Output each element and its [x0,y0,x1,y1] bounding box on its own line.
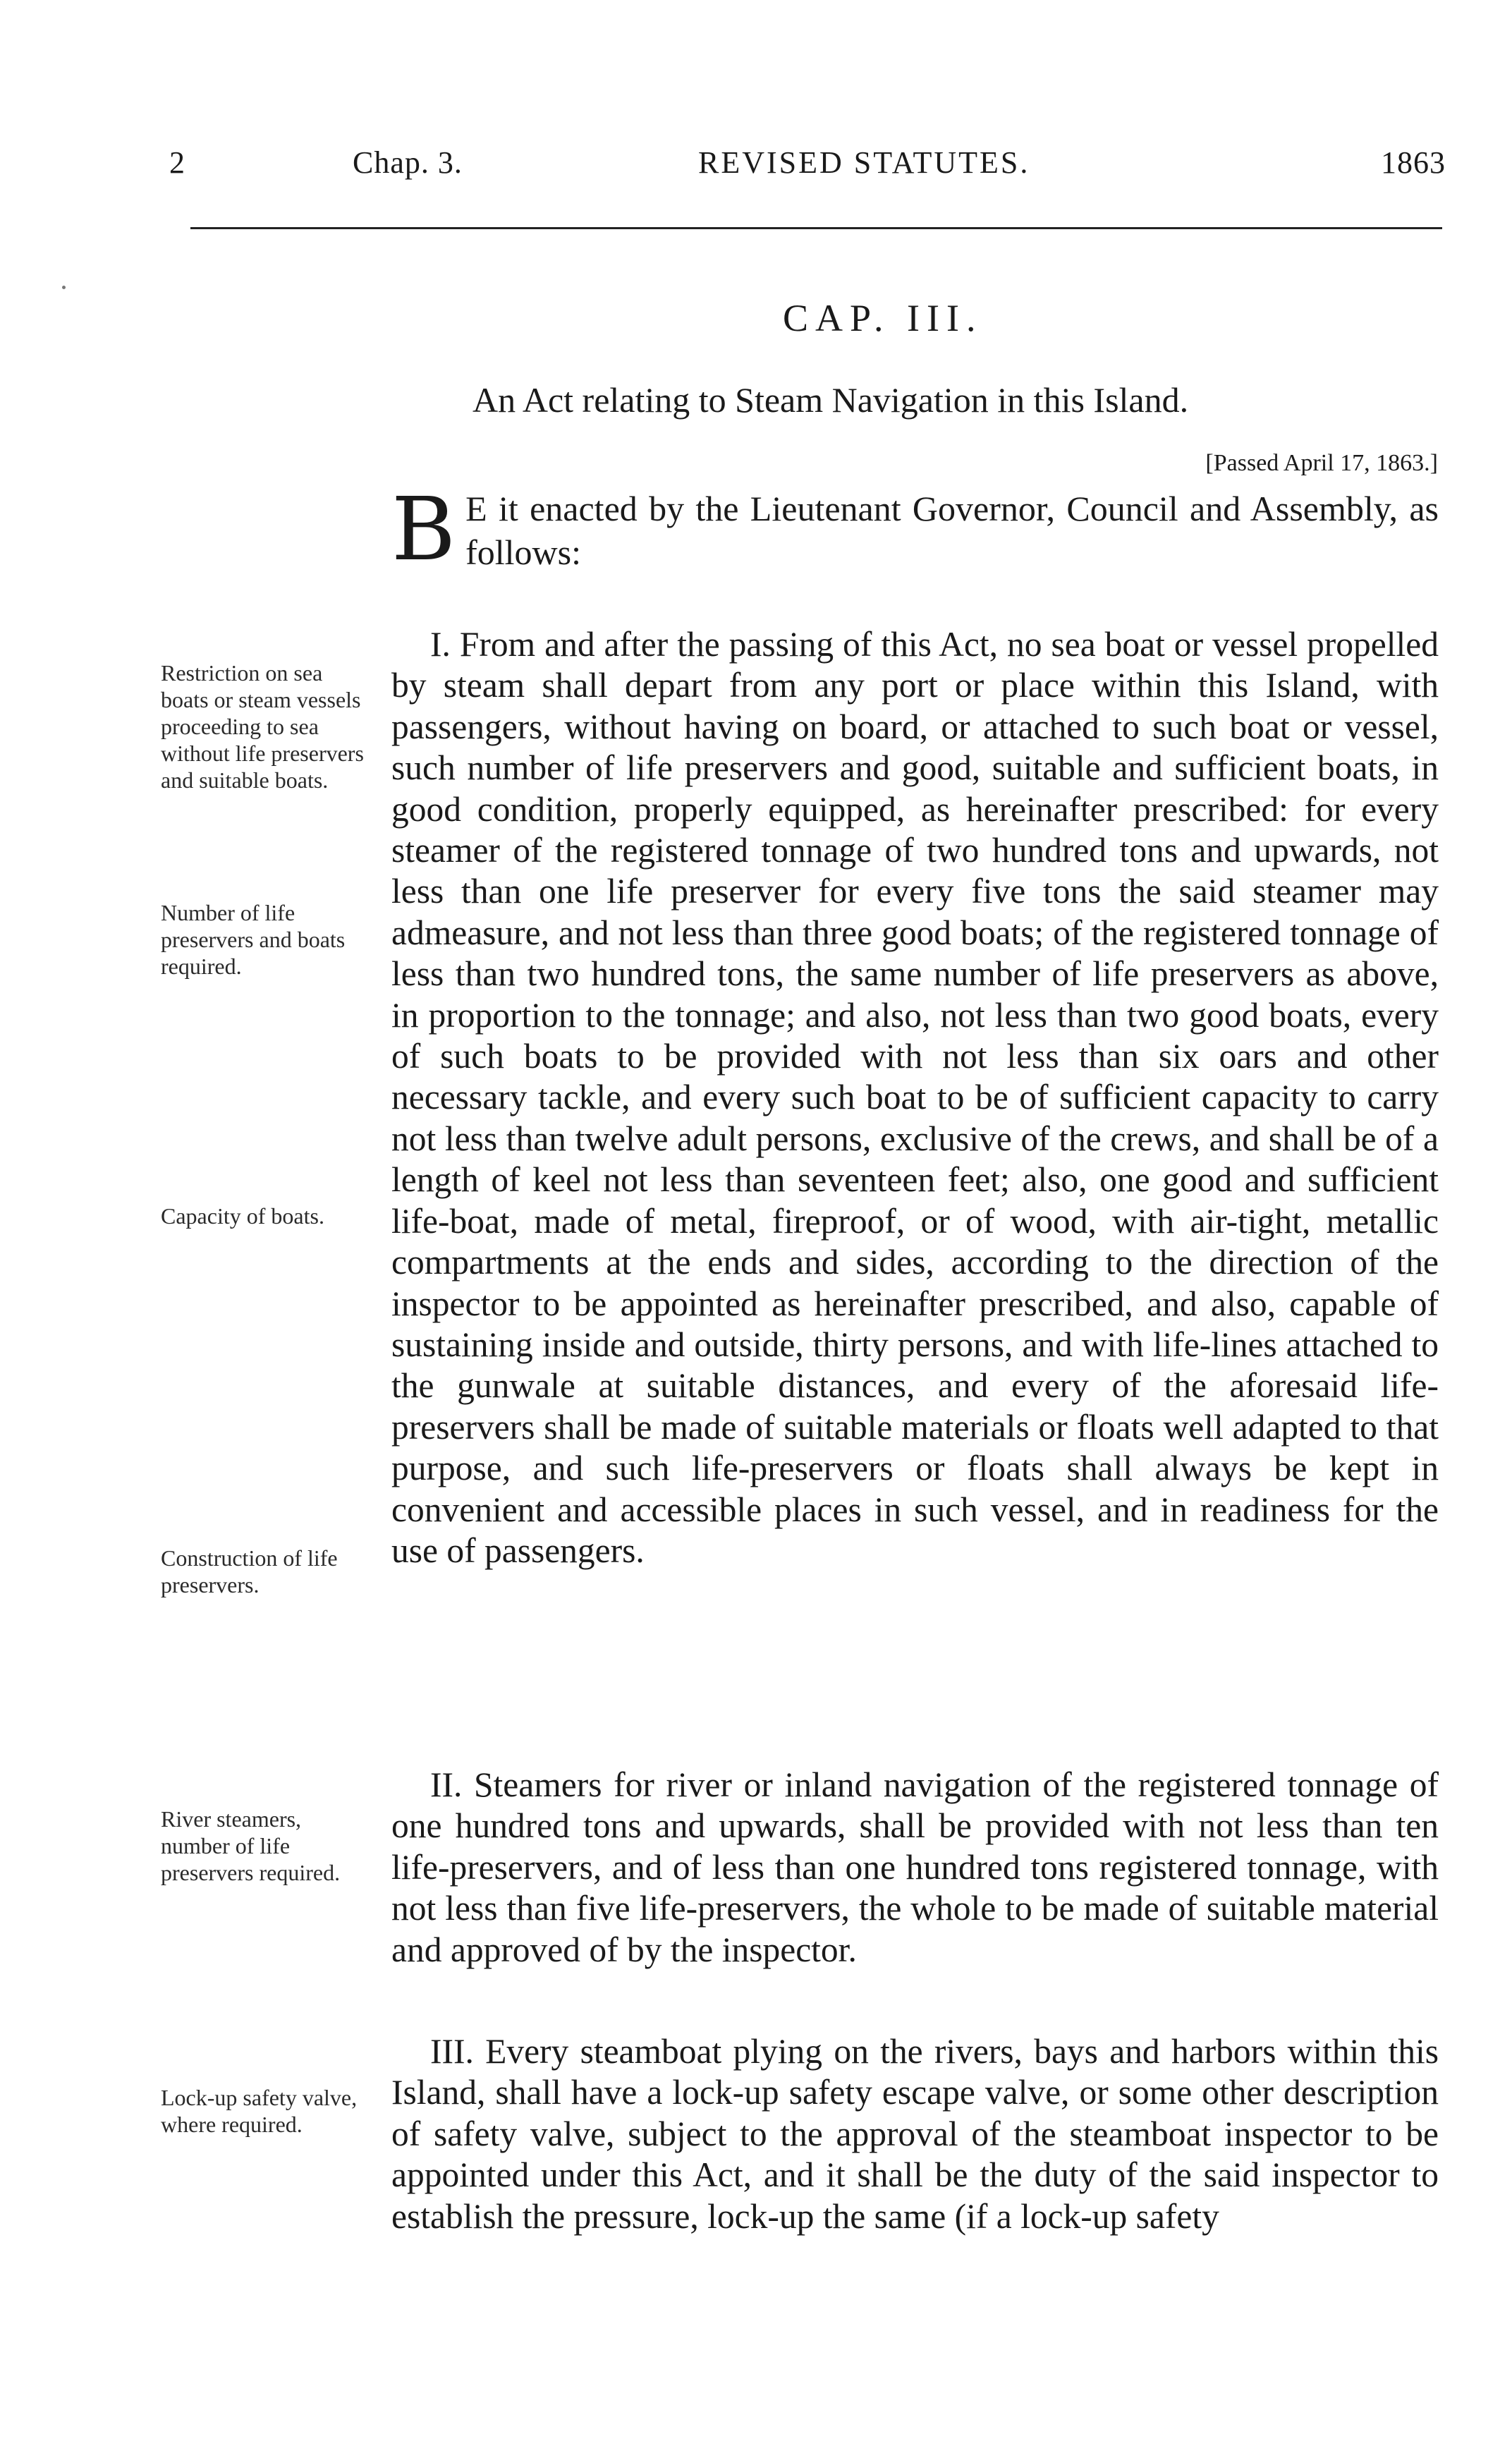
running-title: REVISED STATUTES. [698,145,1030,180]
margin-note-river-steamers: River steamers, number of life preservers required. [161,1806,341,1885]
page-number: 2 [169,145,185,180]
enacting-clause [391,479,1439,580]
margin-note-restriction: Restriction on sea boats or steam vessels proceeding to sea without life preservers and suitable boats. [161,660,364,793]
margin-note-number-required: Number of life preservers and boats required. [161,900,346,979]
margin-note-capacity: Capacity of boats. [161,1203,324,1229]
enacting-text: E it enacted by the Lieutenant Governor, Council and Assembly, as follows: [465,489,1439,572]
cap-heading: CAP. III. [783,297,983,339]
header-rule [190,227,1442,229]
section-3 [391,2031,1439,2237]
drop-cap: B [391,479,456,580]
margin-note-safety-valve: Lock-up safety valve, where required. [161,2085,358,2137]
act-title: An Act relating to Steam Navigation in this Island. [472,380,1189,420]
paper-speck [62,286,66,289]
passed-date: [Passed April 17, 1863.] [1205,450,1438,476]
chapter-label: Chap. 3. [353,145,463,180]
section-1-text: I. From and after the passing of this Act, no sea boat or vessel propelled by steam shall depart from any port or place within this Island, with passengers, without having on board, or attached to such boat or vessel, such number of life preservers and good, suitable and sufficient boats, in good condition, properly equipped, as hereinafter prescribed: for every steamer of the registered tonnage of two hundred tons and upwards, not less than one life preserver for every five tons the said steamer may admeasure, and not less than three good boats; of the registered tonnage of less than two hundred tons, the same number of life preservers as above, in proportion to the tonnage; and also, not less than two good boats, every of such boats to be provided with not less than six oars and other necessary tackle, and every such boat to be of sufficient capacity to carry not less than twelve adult persons, exclusive of the crews, and shall be of a length of keel not less than seventeen feet; also, one good and sufficient life-boat, made of metal, fireproof, or of wood, with air-tight, metallic compartments at the ends and sides, according to the direction of the inspector to be appointed as hereinafter prescribed, and also, capable of sustaining inside and outside, thirty persons, and with life-lines attached to the gunwale at suitable distances, and every of the aforesaid life-preservers shall be made of suitable materials or floats well adapted to that purpose, and such life-preservers or floats shall always be kept in convenient and accessible places in such vessel, and in readiness for the use of passengers. [391,625,1439,1570]
section-2-text: II. Steamers for river or inland navigation of the registered tonnage of one hundred tons and upwards, shall be provided with not less than ten life-preservers, and of less than one hundred tons registered tonnage, with not less than five life-preservers, the whole to be made of suitable material and approved of by the inspector. [391,1765,1439,1969]
section-1 [391,624,1439,1571]
margin-note-construction: Construction of life preservers. [161,1545,338,1597]
section-3-text: III. Every steamboat plying on the rivers, bays and harbors within this Island, shall have a lock-up safety escape valve, or some other description of safety valve, subject to the approval of the steamboat inspector to be appointed under this Act, and it shall be the duty of the said inspector to establish the pressure, lock-up the same (if a lock-up safety [391,2032,1439,2236]
section-2 [391,1765,1439,1971]
running-header [162,145,1446,194]
header-year: 1863 [1381,145,1446,180]
